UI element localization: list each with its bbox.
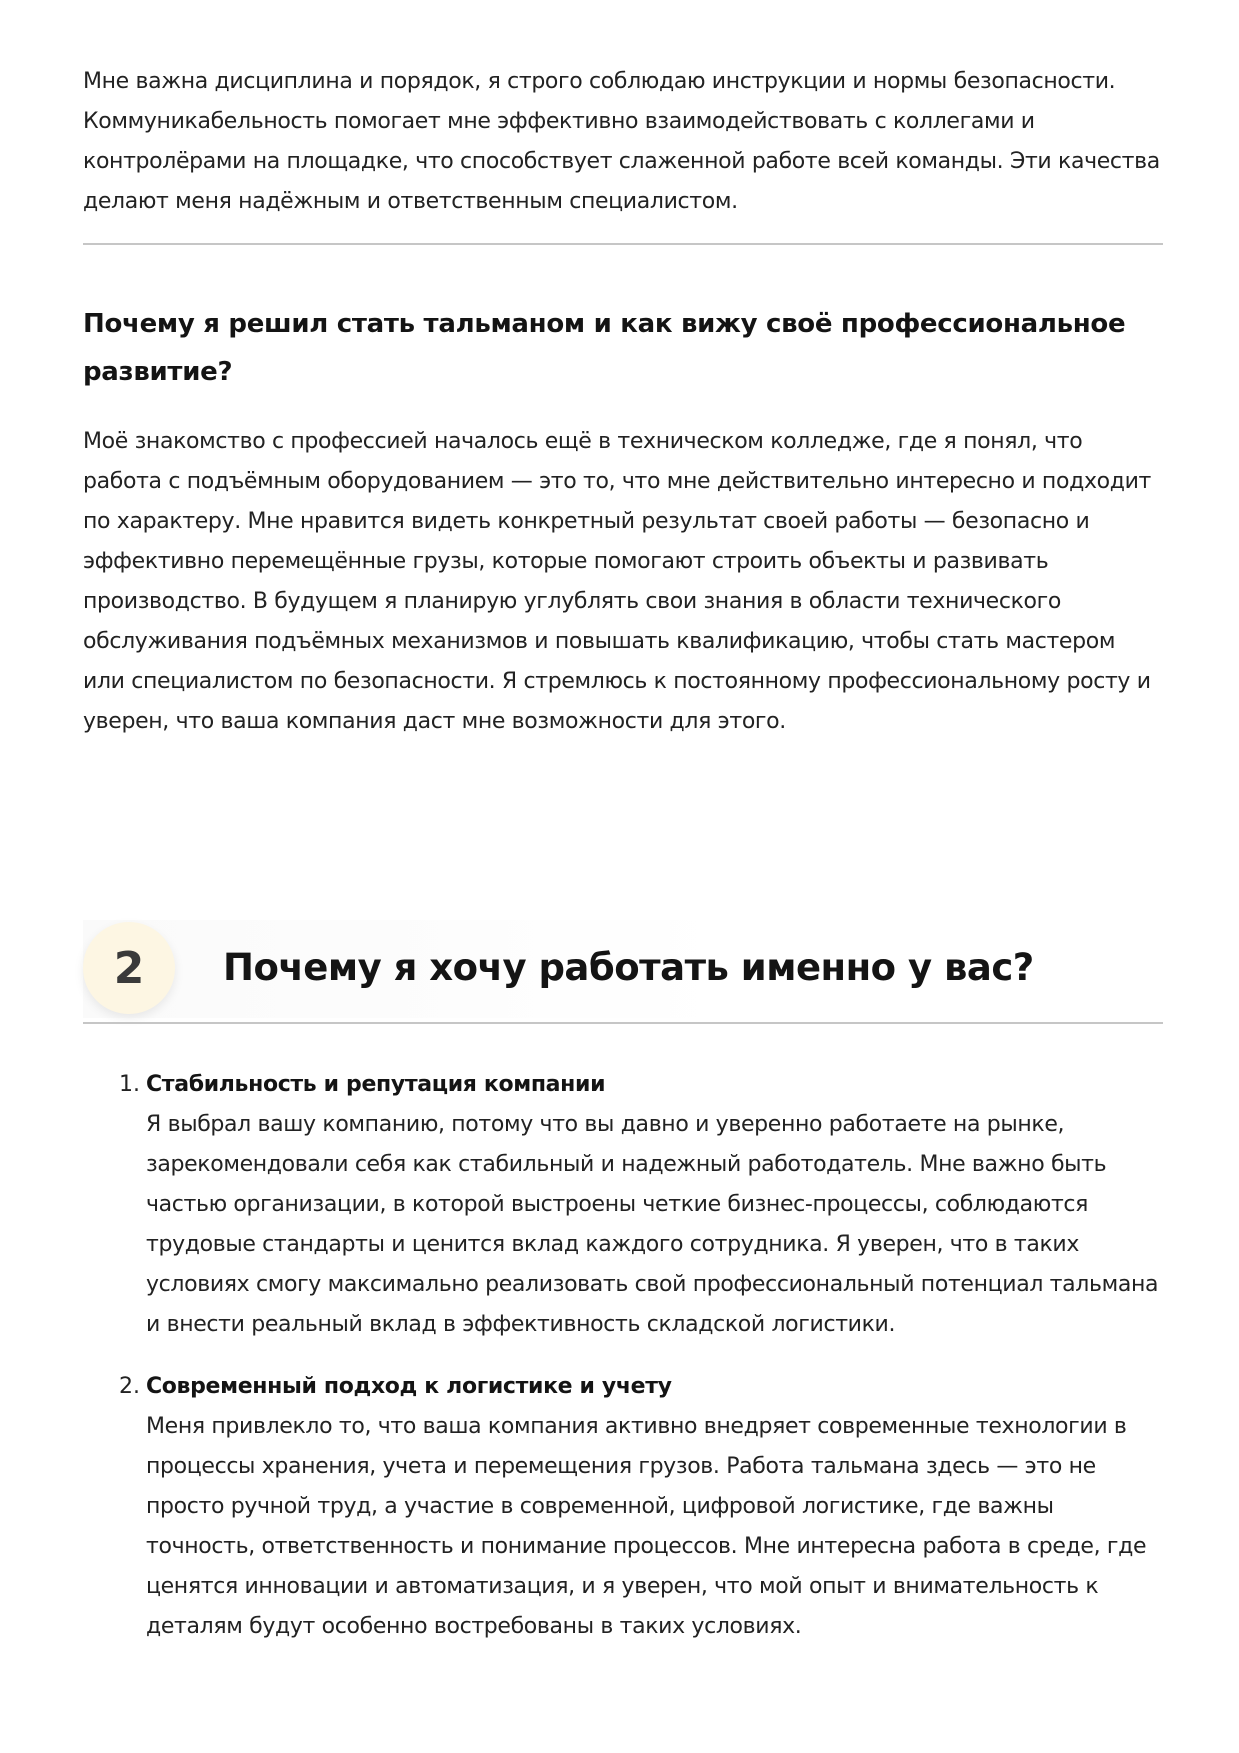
section-number-badge: 2 [83, 922, 175, 1014]
list-item [83, 1065, 1163, 1345]
list-item-title: Современный подход к логистике и учету [146, 1374, 672, 1399]
list-item-number: 2. [119, 1374, 140, 1399]
motivation-paragraph-block [83, 422, 1163, 742]
divider [83, 243, 1163, 245]
motivation-paragraph: Моё знакомство с профессией началось ещё в техническом колледже, где я понял, что работа с подъёмным оборудованием — это то, что мне действительно интересно и подходит по характеру. Мне нравится видеть конкретный результат своей работы — безопасно и эффективно перемещённые грузы, которые помогают строить объекты и развивать производство. В будущем я планирую углублять свои знания в области технического обслуживания подъёмных механизмов и повышать квалификацию, чтобы стать мастером или специалистом по безопасности. Я стремлюсь к постоянному профессиональному росту и уверен, что ваша компания даст мне возможности для этого. [83, 429, 1151, 734]
section-header [83, 920, 1163, 1020]
list-item [83, 1367, 1163, 1647]
section-divider [83, 1022, 1163, 1024]
intro-paragraph-block [83, 62, 1163, 222]
list-item-text: Я выбрал вашу компанию, потому что вы давно и уверенно работаете на рынке, зарекомендовали себя как стабильный и надежный работодатель. Мне важно быть частью организации, в которой выстроены четкие бизнес-процессы, соблюдаются трудовые стандарты и ценится вклад каждого сотрудника. Я уверен, что в таких условиях смогу максимально реализовать свой профессиональный потенциал тальмана и внести реальный вклад в эффективность складской логистики. [146, 1112, 1159, 1337]
list-item-title: Стабильность и репутация компании [146, 1072, 606, 1097]
intro-paragraph: Мне важна дисциплина и порядок, я строго соблюдаю инструкции и нормы безопасности. Коммуникабельность помогает мне эффективно взаимодействовать с коллегами и контролёрами на площадке, что способствует слаженной работе всей команды. Эти качества делают меня надёжным и ответственным специалистом. [83, 69, 1160, 214]
list-item-text: Меня привлекло то, что ваша компания активно внедряет современные технологии в процессы хранения, учета и перемещения грузов. Работа тальмана здесь — это не просто ручной труд, а участие в современной, цифровой логистике, где важны точность, ответственность и понимание процессов. Мне интересна работа в среде, где ценятся инновации и автоматизация, и я уверен, что мой опыт и внимательность к деталям будут особенно востребованы в таких условиях. [146, 1414, 1147, 1639]
motivation-heading: Почему я решил стать тальманом и как вижу своё профессиональное развитие? [83, 309, 1126, 387]
list-item-number: 1. [119, 1072, 140, 1097]
reasons-list [83, 1065, 1163, 1669]
section-title: Почему я хочу работать именно у вас? [223, 946, 1034, 989]
